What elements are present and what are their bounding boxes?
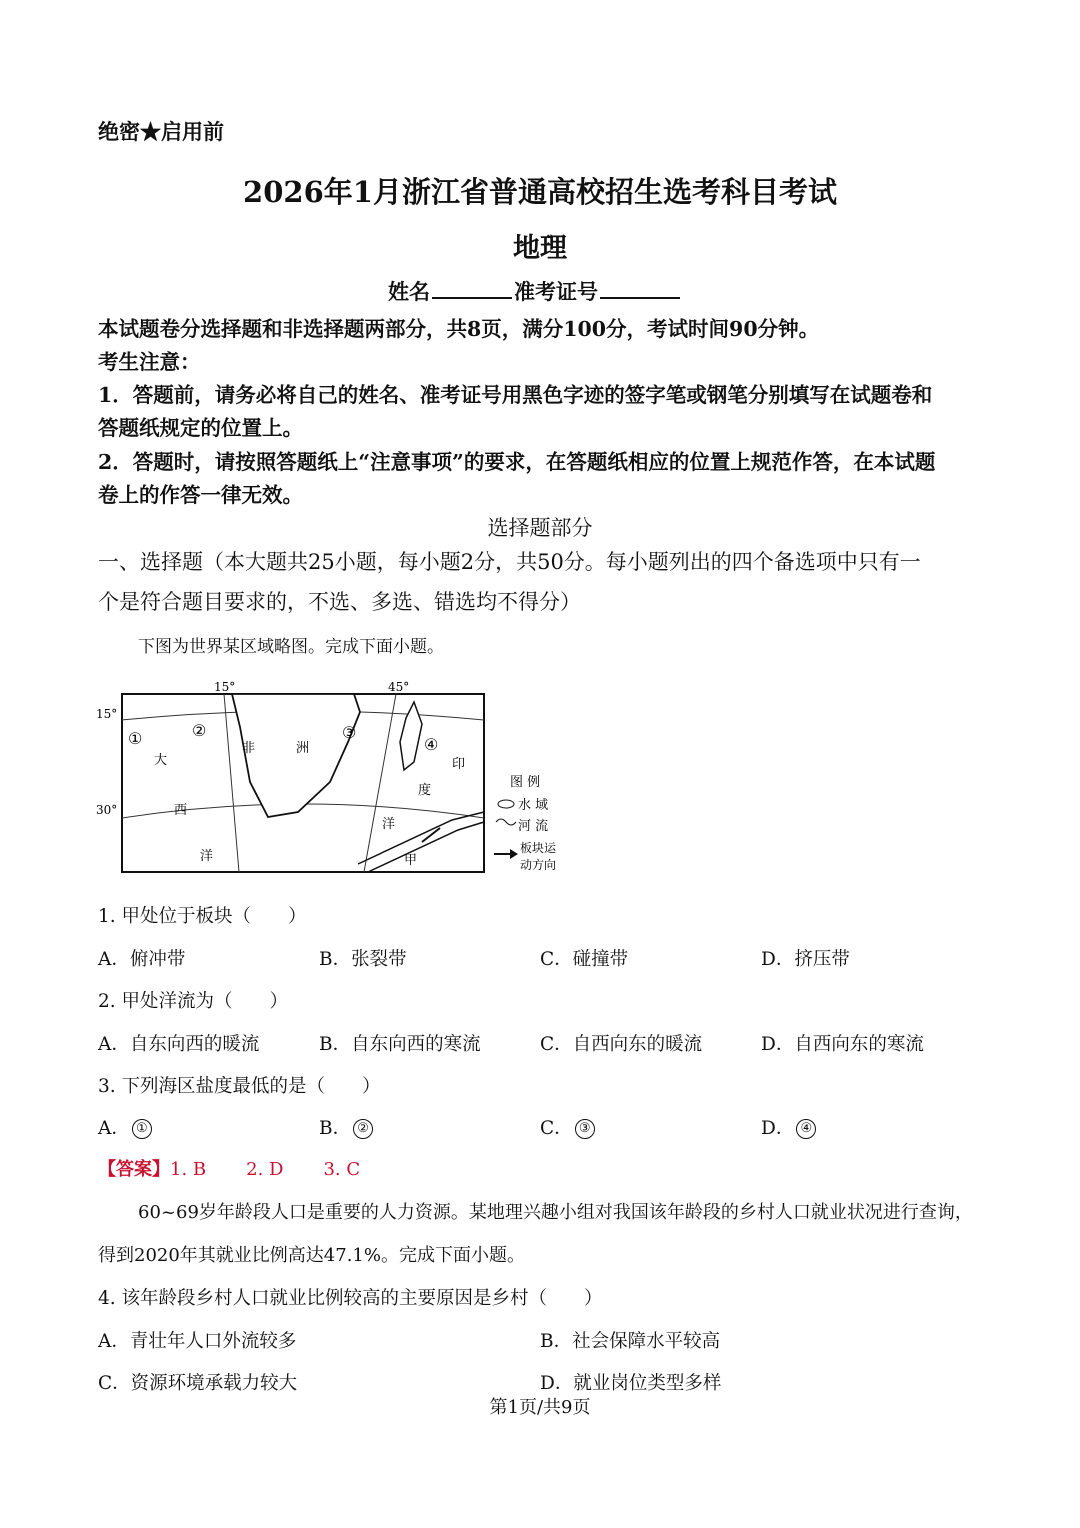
q3-option-c[interactable] [540, 1114, 595, 1140]
map-lat-15: 15° [96, 707, 118, 721]
q4-option-c[interactable]: C．资源环境承载力较大 [98, 1373, 298, 1394]
map-lat-30: 30° [96, 803, 118, 817]
q1-option-b[interactable]: B．张裂带 [319, 949, 407, 970]
q1-option-c[interactable]: C．碰撞带 [540, 949, 629, 970]
note-1a: 1．答题前，请务必将自己的姓名、准考证号用黑色字迹的签字笔或钢笔分别填写在试题卷和 [98, 383, 933, 407]
q2-option-c[interactable]: C．自西向东的暖流 [540, 1034, 703, 1055]
section-title: 选择题部分 [487, 516, 593, 540]
id-label: 准考证号 [514, 279, 598, 304]
q3-option-b[interactable] [319, 1114, 373, 1140]
map-marker-2: ② [192, 721, 207, 740]
q3-option-c-label: C． [540, 1118, 573, 1139]
q3-option-d-label: D． [761, 1118, 795, 1139]
intro-line: 本试题卷分选择题和非选择题两部分，共8页，满分100分，考试时间90分钟。 [98, 317, 820, 341]
q3-option-a-mark: ① [132, 1119, 152, 1139]
legend-river-icon [496, 819, 516, 825]
page-number: 第1页/共9页 [489, 1397, 591, 1418]
q3-option-a[interactable] [98, 1114, 152, 1140]
answer-2: 2. D [246, 1159, 284, 1180]
map-label-yang2: 洋 [382, 817, 396, 832]
q1-option-d[interactable]: D．挤压带 [761, 949, 850, 970]
q3-option-d[interactable] [761, 1114, 816, 1140]
question-2: 2. 甲处洋流为（ ） [98, 991, 289, 1012]
map-label-du: 度 [418, 783, 432, 798]
map-marker-3: ③ [342, 723, 357, 742]
q3-option-d-mark: ④ [796, 1119, 816, 1139]
q2-option-a[interactable]: A．自东向西的暖流 [98, 1034, 260, 1055]
name-blank[interactable] [432, 279, 512, 299]
q3-option-a-label: A． [98, 1118, 130, 1139]
map-label-jia: 甲 [404, 853, 418, 868]
q4-option-d[interactable]: D．就业岗位类型多样 [540, 1373, 722, 1394]
map-label-da: 大 [154, 753, 168, 768]
legend-river: 河 流 [518, 819, 549, 834]
legend-plate-1: 板块运 [520, 841, 557, 855]
note-1b: 答题纸规定的位置上。 [98, 416, 303, 440]
q1-option-a[interactable]: A．俯冲带 [98, 949, 186, 970]
answer-line [98, 1155, 360, 1181]
legend-plate-2: 动方向 [520, 858, 557, 872]
map-label-yin: 印 [452, 757, 466, 772]
map-marker-1: ① [128, 729, 143, 748]
legend-title: 图 例 [510, 775, 541, 790]
name-label: 姓名 [388, 279, 430, 304]
map-label-zhou: 洲 [296, 741, 310, 756]
section-instruction-b: 个是符合题目要求的，不选、多选、错选均不得分） [98, 590, 581, 614]
legend-water: 水 域 [518, 798, 549, 813]
map-label-yang: 洋 [200, 849, 214, 864]
q2-option-d[interactable]: D．自西向东的寒流 [761, 1034, 924, 1055]
q4-option-b[interactable]: B．社会保障水平较高 [540, 1331, 721, 1352]
map-label-fei: 非 [242, 741, 256, 756]
confidential-mark: 绝密★启用前 [98, 119, 224, 144]
q3-option-b-mark: ② [353, 1119, 373, 1139]
q2-option-b[interactable]: B．自东向西的寒流 [319, 1034, 481, 1055]
subject-title: 地理 [513, 233, 567, 264]
question-1: 1. 甲处位于板块（ ） [98, 906, 307, 927]
id-blank[interactable] [600, 279, 680, 299]
question-4: 4. 该年龄段乡村人口就业比例较高的主要原因是乡村（ ） [98, 1288, 603, 1309]
exam-title: 2026年1月浙江省普通高校招生选考科目考试 [243, 175, 837, 209]
note-2a: 2．答题时，请按照答题纸上“注意事项”的要求，在答题纸相应的位置上规范作答，在本试题 [98, 450, 936, 474]
q3-option-c-mark: ③ [575, 1119, 595, 1139]
passage-2-line-1: 60~69岁年龄段人口是重要的人力资源。某地理兴趣小组对我国该年龄段的乡村人口就业状况进行查询， [138, 1202, 973, 1223]
q4-option-a[interactable]: A．青壮年人口外流较多 [98, 1331, 297, 1352]
q3-option-b-label: B． [319, 1118, 352, 1139]
legend-water-icon [498, 800, 514, 808]
answer-3: 3. C [323, 1159, 361, 1180]
map-lon-45: 45° [388, 680, 410, 694]
region-map [92, 672, 572, 882]
question-3: 3. 下列海区盐度最低的是（ ） [98, 1076, 381, 1097]
passage-2-line-2: 得到2020年其就业比例高达47.1%。完成下面小题。 [98, 1245, 525, 1266]
name-id-row [388, 276, 682, 306]
section-instruction-a: 一、选择题（本大题共25小题，每小题2分，共50分。每小题列出的四个备选项中只有一 [98, 550, 921, 574]
map-lon-15: 15° [214, 680, 236, 694]
notice-label: 考生注意： [98, 350, 201, 374]
question-stem-map: 下图为世界某区域略图。完成下面小题。 [138, 637, 444, 657]
note-2b: 卷上的作答一律无效。 [98, 483, 303, 507]
map-marker-4: ④ [424, 735, 439, 754]
map-label-xi: 西 [174, 803, 188, 818]
answer-label: 【答案】 [98, 1159, 170, 1180]
answer-1: 1. B [170, 1159, 207, 1180]
